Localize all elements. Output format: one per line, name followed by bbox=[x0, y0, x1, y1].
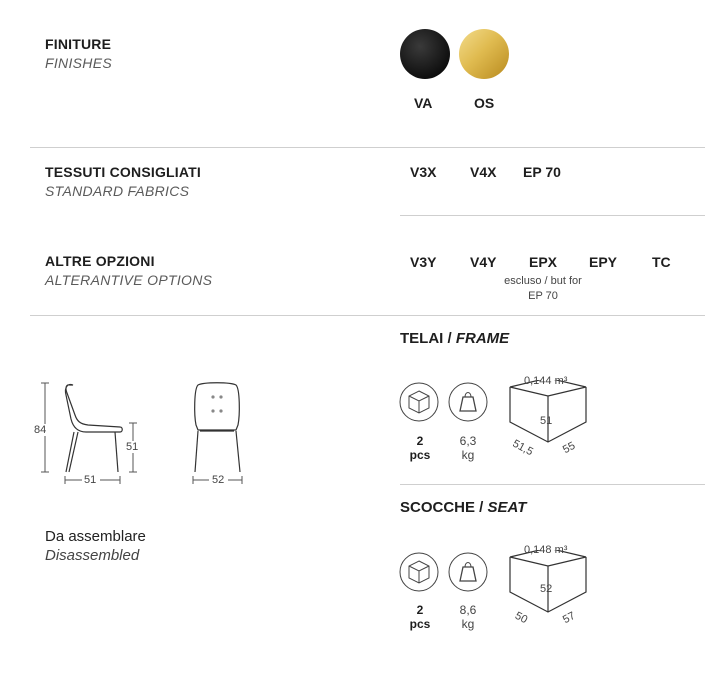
chair-front-leg bbox=[195, 431, 198, 472]
seat-weight: 8,6 bbox=[459, 603, 477, 617]
dim-seat-height: 51 bbox=[126, 441, 139, 453]
weight-icon bbox=[449, 383, 487, 421]
frame-weight: 6,3 bbox=[459, 434, 477, 448]
chair-side-shell bbox=[65, 384, 122, 432]
dim-side-width: 51 bbox=[84, 474, 97, 486]
divider bbox=[30, 147, 705, 148]
seat-weight-unit: kg bbox=[461, 617, 475, 631]
assembly-label: Da assemblare bbox=[45, 528, 146, 545]
divider bbox=[400, 215, 705, 216]
assembly-label-en: Disassembled bbox=[45, 547, 140, 564]
options-title: ALTRE OPZIONI bbox=[45, 253, 155, 269]
fabrics-title: TESSUTI CONSIGLIATI bbox=[45, 164, 201, 180]
seat-box-height: 52 bbox=[540, 583, 553, 595]
frame-weight-unit: kg bbox=[461, 448, 475, 462]
seat-box-depth: 50 bbox=[512, 609, 530, 627]
swatch-va[interactable] bbox=[400, 29, 450, 79]
dim-front-width: 52 bbox=[212, 474, 225, 486]
fabric-code: EP 70 bbox=[523, 164, 561, 180]
frame-pieces: 2 bbox=[416, 434, 424, 448]
seat-volume: 0,148 m³ bbox=[524, 544, 568, 556]
weight-icon bbox=[449, 553, 487, 591]
fabric-code: V3X bbox=[410, 164, 437, 180]
finishes-title: FINITURE bbox=[45, 36, 112, 52]
seat-box-width: 57 bbox=[560, 609, 578, 627]
finishes-subtitle: FINISHES bbox=[45, 55, 112, 71]
frame-box-height: 51 bbox=[540, 415, 553, 427]
option-code: EPX bbox=[529, 254, 558, 270]
dim-height: 84 bbox=[34, 424, 47, 436]
chair-front-shell bbox=[195, 383, 240, 430]
divider bbox=[400, 484, 705, 485]
option-code: V4Y bbox=[470, 254, 497, 270]
frame-volume: 0,144 m³ bbox=[524, 375, 568, 387]
frame-box-width: 55 bbox=[560, 439, 578, 457]
swatch-label-va: VA bbox=[414, 95, 433, 111]
option-code: TC bbox=[652, 254, 671, 270]
package-box-icon bbox=[510, 550, 586, 612]
option-code: V3Y bbox=[410, 254, 437, 270]
frame-pieces-unit: pcs bbox=[409, 448, 431, 462]
swatch-os[interactable] bbox=[459, 29, 509, 79]
package-box-icon bbox=[510, 380, 586, 442]
fabric-code: V4X bbox=[470, 164, 497, 180]
chair-side-leg bbox=[115, 432, 118, 472]
options-subtitle: ALTERANTIVE OPTIONS bbox=[45, 272, 213, 288]
finish-swatches bbox=[398, 27, 513, 82]
chair-front-leg bbox=[236, 431, 240, 472]
swatch-label-os: OS bbox=[474, 95, 495, 111]
seat-pieces-unit: pcs bbox=[409, 617, 431, 631]
options-note-2: EP 70 bbox=[528, 290, 558, 302]
frame-box-depth: 51,5 bbox=[510, 437, 535, 459]
frame-title: TELAI / FRAME bbox=[400, 330, 510, 347]
option-code: EPY bbox=[589, 254, 618, 270]
seat-pieces: 2 bbox=[416, 603, 424, 617]
options-note: escluso / but for bbox=[504, 275, 582, 287]
fabrics-subtitle: STANDARD FABRICS bbox=[45, 183, 190, 199]
divider bbox=[30, 315, 705, 316]
seat-title: SCOCCHE / SEAT bbox=[400, 499, 527, 516]
chair-drawings bbox=[30, 375, 260, 495]
